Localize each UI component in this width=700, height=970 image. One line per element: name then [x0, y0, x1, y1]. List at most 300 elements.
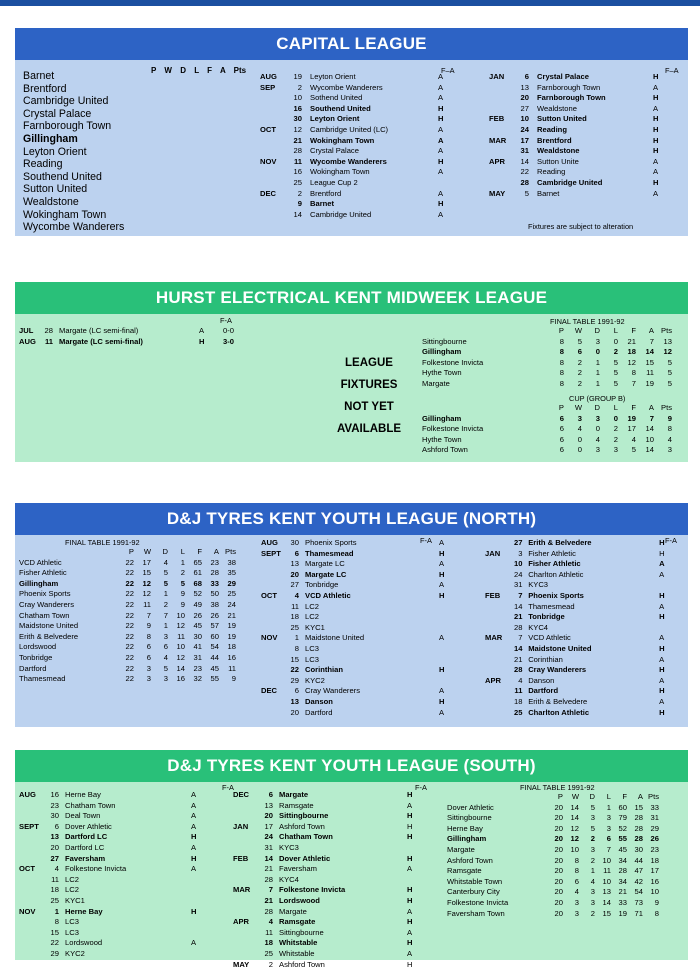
fixture-month: OCT — [19, 864, 43, 875]
fixture-opponent: Ashford Town — [279, 822, 407, 833]
stat-value: 11 — [595, 866, 611, 877]
fixture-month — [485, 559, 509, 570]
column-header: A — [636, 326, 654, 337]
fixture-day: 30 — [285, 538, 299, 549]
fixture-venue: A — [653, 167, 683, 178]
fixture-venue: H — [438, 104, 468, 115]
fixture-venue: A — [439, 708, 469, 719]
north-fa-label-2: F-A — [665, 536, 677, 545]
fixture-opponent: LC2 — [305, 612, 439, 623]
fixture-month — [233, 949, 257, 960]
stat-value: 10 — [595, 856, 611, 867]
column-header: P — [117, 547, 134, 558]
team-name: Folkestone Invicta — [422, 358, 546, 369]
fixture-month — [19, 875, 43, 886]
fixture-day: 28 — [513, 178, 529, 189]
fixture-month: APR — [485, 676, 509, 687]
fixture-month: MAR — [233, 885, 257, 896]
fixture-day: 30 — [286, 114, 302, 125]
north-fixtures-autumn — [261, 538, 469, 718]
team-name: Brentford — [23, 83, 124, 96]
fixture-opponent: Fisher Athletic — [528, 549, 659, 560]
fixture-month: NOV — [261, 633, 285, 644]
fixture-month — [260, 104, 286, 115]
fixture-venue: A — [191, 811, 221, 822]
stat-value: 32 — [185, 674, 202, 685]
fixture-month: AUG — [261, 538, 285, 549]
fixture-day: 7 — [509, 591, 523, 602]
stat-value: 5 — [579, 824, 595, 835]
fixture-row — [485, 549, 688, 560]
stat-value: 33 — [643, 803, 659, 814]
fixture-venue — [191, 949, 221, 960]
fixture-row — [261, 580, 469, 591]
spacer — [529, 93, 537, 104]
stat-value: 2 — [151, 600, 168, 611]
team-name: Whitstable Town — [447, 877, 547, 888]
stat-value: 45 — [202, 664, 219, 675]
stat-value: 0 — [582, 424, 600, 435]
fixture-day: 21 — [257, 896, 273, 907]
hurst-final-title: FINAL TABLE 1991-92 — [550, 317, 625, 326]
stat-value: 1 — [168, 558, 185, 569]
fixture-month — [261, 623, 285, 634]
stat-value: 23 — [202, 558, 219, 569]
stat-value: 12 — [618, 358, 636, 369]
youth-north-panel — [15, 503, 688, 727]
stat-value: 21 — [611, 887, 627, 898]
hurst-cup-table — [422, 403, 672, 456]
fixture-opponent: KYC4 — [528, 623, 659, 634]
fixture-opponent: Barnet — [537, 189, 653, 200]
fixture-opponent: Reading — [537, 125, 653, 136]
team-name: Gillingham — [19, 579, 117, 590]
fixture-venue: A — [659, 602, 688, 613]
stat-value: 3 — [134, 664, 151, 675]
fixture-month — [19, 938, 43, 949]
fixture-opponent: Erith & Belvedere — [528, 697, 659, 708]
stat-value: 23 — [185, 664, 202, 675]
fixture-day: 24 — [513, 125, 529, 136]
table-row — [23, 221, 124, 234]
stat-value: 6 — [134, 653, 151, 664]
table-row — [23, 108, 124, 121]
fixture-day: 4 — [285, 591, 299, 602]
fixture-opponent: Corinthian — [305, 665, 439, 676]
stat-value: 4 — [582, 435, 600, 446]
fixture-row — [19, 843, 221, 854]
fixture-opponent: Fisher Athletic — [528, 559, 659, 570]
stat-value: 11 — [219, 664, 236, 675]
stat-value: 14 — [563, 813, 579, 824]
fixture-venue: H — [659, 708, 688, 719]
column-header: A — [627, 792, 643, 803]
fixture-month — [19, 928, 43, 939]
fixture-day: 7 — [257, 885, 273, 896]
fixture-month — [485, 697, 509, 708]
fixture-row — [260, 83, 468, 94]
fixture-day: 20 — [285, 570, 299, 581]
spacer — [529, 136, 537, 147]
table-row — [23, 133, 124, 146]
stat-value: 14 — [168, 664, 185, 675]
fixture-venue — [659, 580, 688, 591]
table-header-row — [19, 547, 236, 558]
fixture-day: 17 — [257, 822, 273, 833]
fixture-month: SEPT — [19, 822, 43, 833]
fixture-venue: H — [191, 854, 221, 865]
team-name: Wokingham Town — [23, 209, 124, 222]
table-row — [422, 445, 672, 456]
team-name: Reading — [23, 158, 124, 171]
fixture-month — [233, 907, 257, 918]
fixture-day: 10 — [513, 114, 529, 125]
stat-value: 30 — [185, 632, 202, 643]
stat-value: 3 — [564, 414, 582, 425]
fixture-day: 6 — [285, 549, 299, 560]
fixture-venue: H — [191, 832, 221, 843]
stat-value: 20 — [547, 866, 563, 877]
fixture-month: MAR — [485, 633, 509, 644]
stat-value: 3 — [579, 845, 595, 856]
stat-value: 33 — [202, 579, 219, 590]
stat-value: 19 — [618, 414, 636, 425]
stat-value: 4 — [564, 424, 582, 435]
table-row — [19, 611, 236, 622]
fixture-month: OCT — [261, 591, 285, 602]
fixture-venue: A — [438, 167, 468, 178]
fixture-venue — [439, 644, 469, 655]
fixture-venue: A — [653, 83, 683, 94]
south-fixtures-autumn — [19, 790, 221, 960]
fixture-row — [485, 580, 688, 591]
fixture-day: 18 — [257, 938, 273, 949]
fixture-day: 16 — [286, 167, 302, 178]
fixture-opponent: Faversham — [65, 854, 191, 865]
team-col — [422, 326, 546, 337]
fixture-row — [260, 72, 468, 83]
fixture-venue: A — [191, 864, 221, 875]
stat-value: 1 — [582, 368, 600, 379]
fixture-opponent: Sittingbourne — [279, 928, 407, 939]
stat-value: 6 — [546, 445, 564, 456]
stat-value: 50 — [202, 589, 219, 600]
team-name: VCD Athletic — [19, 558, 117, 569]
stat-value: 52 — [185, 589, 202, 600]
fixture-row — [19, 885, 221, 896]
fixture-venue: H — [407, 832, 437, 843]
fixture-venue — [439, 623, 469, 634]
stat-value: 9 — [168, 589, 185, 600]
stat-value: 9 — [219, 674, 236, 685]
fixture-opponent: Cray Wanderers — [305, 686, 439, 697]
fixture-result: 0-0 — [223, 326, 243, 337]
stat-value: 5 — [600, 358, 618, 369]
fixture-venue: A — [659, 559, 688, 570]
team-name: Erith & Belvedere — [19, 632, 117, 643]
table-row — [19, 558, 236, 569]
column-header: A — [636, 403, 654, 414]
team-name: Hythe Town — [422, 435, 546, 446]
fixture-day: 4 — [257, 917, 273, 928]
fixture-row — [19, 854, 221, 865]
fixture-day: 10 — [286, 93, 302, 104]
fixture-opponent: Whitstable — [279, 938, 407, 949]
stat-value: 60 — [611, 803, 627, 814]
stat-value: 8 — [546, 368, 564, 379]
fixture-row — [489, 93, 683, 104]
fixture-day: 27 — [509, 538, 523, 549]
stat-value: 4 — [618, 435, 636, 446]
fixture-day: 28 — [509, 665, 523, 676]
fixture-month — [260, 146, 286, 157]
stat-value: 19 — [636, 379, 654, 390]
fixture-day: 20 — [43, 843, 59, 854]
spacer — [302, 210, 310, 221]
table-row — [447, 909, 659, 920]
fixture-row — [261, 570, 469, 581]
stat-value: 73 — [627, 898, 643, 909]
table-row — [23, 171, 124, 184]
stat-value: 3 — [579, 898, 595, 909]
stat-value: 23 — [643, 845, 659, 856]
stat-value: 4 — [579, 877, 595, 888]
fixture-day: 15 — [285, 655, 299, 666]
fixture-venue: H — [439, 549, 469, 560]
table-row — [23, 70, 124, 83]
table-row — [19, 653, 236, 664]
team-name: Margate — [447, 845, 547, 856]
fixture-month — [261, 676, 285, 687]
fixture-opponent: LC2 — [305, 602, 439, 613]
fixture-venue: H — [407, 885, 437, 896]
fixture-month — [261, 580, 285, 591]
fixture-row — [261, 644, 469, 655]
stat-value: 15 — [595, 909, 611, 920]
fixture-venue: A — [191, 822, 221, 833]
fixture-month — [485, 623, 509, 634]
fixture-day: 1 — [43, 907, 59, 918]
fixture-row — [485, 633, 688, 644]
fixture-day: 18 — [509, 697, 523, 708]
stat-value: 12 — [563, 834, 579, 845]
fixture-opponent: Wokingham Town — [310, 136, 438, 147]
fixture-opponent: Dartford — [528, 686, 659, 697]
column-header: Pts — [654, 403, 672, 414]
fixture-month — [485, 655, 509, 666]
fixture-row — [485, 612, 688, 623]
fixture-opponent: Herne Bay — [65, 907, 191, 918]
fixture-venue: H — [439, 697, 469, 708]
fixture-venue: A — [438, 210, 468, 221]
column-header: D — [151, 547, 168, 558]
stat-value: 52 — [611, 824, 627, 835]
table-row — [422, 414, 672, 425]
team-name: Southend United — [23, 171, 124, 184]
notice-line: FIXTURES — [313, 374, 425, 396]
fixture-day: 6 — [43, 822, 59, 833]
fixture-day: 11 — [509, 686, 523, 697]
stat-value: 13 — [654, 337, 672, 348]
stat-value: 2 — [579, 856, 595, 867]
stat-value: 24 — [219, 600, 236, 611]
stat-value: 22 — [117, 579, 134, 590]
stat-value: 14 — [636, 424, 654, 435]
fixture-venue — [439, 676, 469, 687]
fixture-month — [261, 644, 285, 655]
fixture-venue: A — [438, 72, 468, 83]
team-name: Gillingham — [422, 347, 546, 358]
fixture-row — [19, 864, 221, 875]
fixture-opponent: LC3 — [305, 655, 439, 666]
stat-value: 0 — [564, 445, 582, 456]
stat-value: 33 — [611, 898, 627, 909]
fixture-row — [233, 822, 437, 833]
fixture-opponent: Dartford LC — [65, 843, 191, 854]
fixture-day: 29 — [285, 676, 299, 687]
table-row — [447, 898, 659, 909]
fixture-venue: H — [407, 790, 437, 801]
team-name: Wealdstone — [23, 196, 124, 209]
fixture-month: FEB — [489, 114, 513, 125]
fixture-row — [19, 801, 221, 812]
stat-value: 30 — [627, 845, 643, 856]
column-header: D — [582, 326, 600, 337]
team-name: Ashford Town — [422, 445, 546, 456]
capital-teams-table — [23, 70, 124, 234]
fixture-row — [485, 655, 688, 666]
fixture-month — [19, 854, 43, 865]
stat-value: 0 — [564, 435, 582, 446]
stat-value: 12 — [654, 347, 672, 358]
fixture-month — [489, 125, 513, 136]
fixture-row — [261, 633, 469, 644]
fixture-row — [233, 928, 437, 939]
stat-value: 18 — [643, 856, 659, 867]
fixture-month — [233, 875, 257, 886]
table-row — [19, 664, 236, 675]
fixture-opponent: Brentford — [310, 189, 438, 200]
fixture-row — [261, 549, 469, 560]
fixture-venue: H — [191, 907, 221, 918]
fixture-day: 21 — [509, 612, 523, 623]
fixture-day: 16 — [286, 104, 302, 115]
fixture-month — [261, 655, 285, 666]
hurst-notice — [313, 352, 425, 440]
table-row — [422, 347, 672, 358]
south-fa-label: F-A — [222, 783, 234, 792]
column-header: Pts — [219, 547, 236, 558]
fixture-month: FEB — [485, 591, 509, 602]
stat-value: 10 — [643, 887, 659, 898]
stat-value: 4 — [151, 558, 168, 569]
stat-value: 17 — [134, 558, 151, 569]
team-name: Fisher Athletic — [19, 568, 117, 579]
capital-fixtures-autumn — [260, 72, 468, 220]
fixture-opponent: Sutton Unite — [537, 157, 653, 168]
fixture-opponent: Margate (LC semi-final) — [59, 326, 199, 337]
fixture-venue: A — [407, 949, 437, 960]
fixture-row — [19, 949, 221, 960]
south-fa-label-2: F-A — [415, 783, 427, 792]
stat-value: 20 — [547, 803, 563, 814]
fixture-row — [233, 907, 437, 918]
stat-value: 19 — [611, 909, 627, 920]
north-table-title: FINAL TABLE 1991-92 — [65, 538, 140, 547]
fixture-row — [233, 811, 437, 822]
fixture-venue: H — [407, 854, 437, 865]
spacer — [529, 189, 537, 200]
table-row — [23, 196, 124, 209]
fixture-day: 28 — [509, 623, 523, 634]
team-col — [447, 792, 547, 803]
stat-value: 11 — [134, 600, 151, 611]
stat-value: 1 — [595, 803, 611, 814]
fixture-venue: H — [659, 612, 688, 623]
stat-value: 28 — [627, 824, 643, 835]
stat-value: 1 — [582, 379, 600, 390]
fixture-day: 5 — [513, 189, 529, 200]
fixture-row — [233, 896, 437, 907]
fixture-opponent: Ashford Town — [279, 960, 407, 970]
fixture-opponent: Sutton United — [537, 114, 653, 125]
stat-value: 22 — [117, 664, 134, 675]
capital-league-panel — [15, 28, 688, 236]
fixture-venue: H — [653, 136, 683, 147]
stat-value: 31 — [185, 653, 202, 664]
fixture-row — [19, 938, 221, 949]
fixture-month: MAY — [233, 960, 257, 970]
fixture-opponent: Phoenix Sports — [305, 538, 439, 549]
fixture-month — [485, 580, 509, 591]
fixture-opponent: Chatham Town — [279, 832, 407, 843]
table-row — [447, 866, 659, 877]
fixture-opponent: Erith & Belvedere — [528, 538, 659, 549]
stat-value: 9 — [168, 600, 185, 611]
fixture-month: JUL — [19, 326, 41, 337]
fixture-row — [260, 210, 468, 221]
stat-value: 20 — [547, 898, 563, 909]
spacer — [302, 157, 310, 168]
fixture-opponent: KYC4 — [279, 875, 407, 886]
fixture-month — [260, 93, 286, 104]
fixture-month: AUG — [19, 790, 43, 801]
team-name: Herne Bay — [447, 824, 547, 835]
stat-value: 22 — [117, 621, 134, 632]
fixture-venue: H — [653, 114, 683, 125]
stat-value: 28 — [202, 568, 219, 579]
column-header: F — [618, 326, 636, 337]
fixture-month: JAN — [485, 549, 509, 560]
capital-note: Fixtures are subject to alteration — [528, 222, 633, 231]
fixture-row — [233, 875, 437, 886]
fixture-day: 4 — [509, 676, 523, 687]
capital-fa-label: F–A — [441, 66, 455, 75]
fixture-venue: A — [659, 655, 688, 666]
fixture-month — [260, 114, 286, 125]
fixture-row — [485, 644, 688, 655]
fixture-month — [260, 199, 286, 210]
stat-value: 4 — [563, 887, 579, 898]
stat-value: 8 — [643, 909, 659, 920]
fixture-opponent: Farnborough Town — [537, 93, 653, 104]
fixture-opponent: VCD Athletic — [528, 633, 659, 644]
stat-value: 65 — [185, 558, 202, 569]
fixture-month — [233, 832, 257, 843]
stat-value: 18 — [219, 642, 236, 653]
fixture-day: 22 — [43, 938, 59, 949]
spacer — [302, 125, 310, 136]
